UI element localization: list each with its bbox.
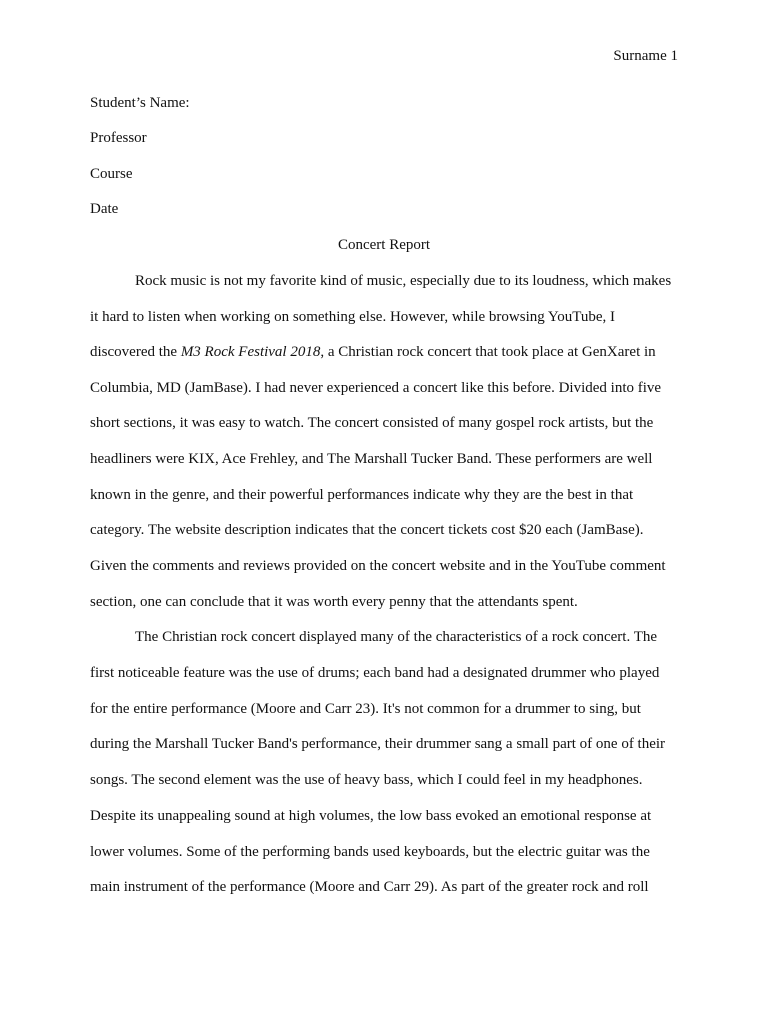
- report-title: Concert Report: [337, 237, 431, 253]
- paragraph2-line: during the Marshall Tucker Band's performance, their drummer sang a small part of one of their: [90, 736, 666, 752]
- paragraph1-line: short sections, it was easy to watch. The concert consisted of many gospel rock artists, but the: [90, 415, 654, 431]
- paragraph2-line: Despite its unappealing sound at high volumes, the low bass evoked an emotional response at: [90, 808, 652, 824]
- professor-line: Professor: [90, 130, 147, 146]
- paragraph1-line: known in the genre, and their powerful performances indicate why they are the best in that: [90, 487, 634, 503]
- festival-title: M3 Rock Festival 2018: [180, 344, 321, 360]
- paragraph1-line: [90, 343, 656, 361]
- paragraph1-line: it hard to listen when working on something else. However, while browsing YouTube, I: [90, 309, 616, 325]
- text-run: discovered the: [90, 344, 181, 360]
- paragraph1-line: Columbia, MD (JamBase). I had never experienced a concert like this before. Divided into five: [90, 380, 662, 396]
- paragraph2-line: for the entire performance (Moore and Carr 23). It's not common for a drummer to sing, but: [90, 701, 641, 717]
- paragraph1-line: category. The website description indicates that the concert tickets cost $20 each (JamBase).: [90, 522, 644, 538]
- paragraph2-line: lower volumes. Some of the performing bands used keyboards, but the electric guitar was the: [90, 844, 650, 860]
- paragraph1-line: Rock music is not my favorite kind of music, especially due to its loudness, which makes: [135, 273, 672, 289]
- paragraph1-line: headliners were KIX, Ace Frehley, and The Marshall Tucker Band. These performers are well: [90, 451, 653, 467]
- paragraph1-line: Given the comments and reviews provided on the concert website and in the YouTube comment: [90, 558, 666, 574]
- paragraph2-line: first noticeable feature was the use of drums; each band had a designated drummer who played: [90, 665, 660, 681]
- paragraph2-line: The Christian rock concert displayed many of the characteristics of a rock concert. The: [135, 629, 658, 645]
- paragraph1-line: section, one can conclude that it was worth every penny that the attendants spent.: [90, 594, 578, 610]
- course-line: Course: [90, 166, 133, 182]
- paragraph2-line: main instrument of the performance (Moore and Carr 29). As part of the greater rock and roll: [90, 879, 649, 895]
- paragraph2-line: songs. The second element was the use of heavy bass, which I could feel in my headphones.: [90, 772, 643, 788]
- student-name-line: Student’s Name:: [90, 95, 190, 111]
- date-line: Date: [90, 201, 119, 217]
- text-run: , a Christian rock concert that took place at GenXaret in: [320, 344, 656, 360]
- running-head: Surname 1: [613, 48, 678, 64]
